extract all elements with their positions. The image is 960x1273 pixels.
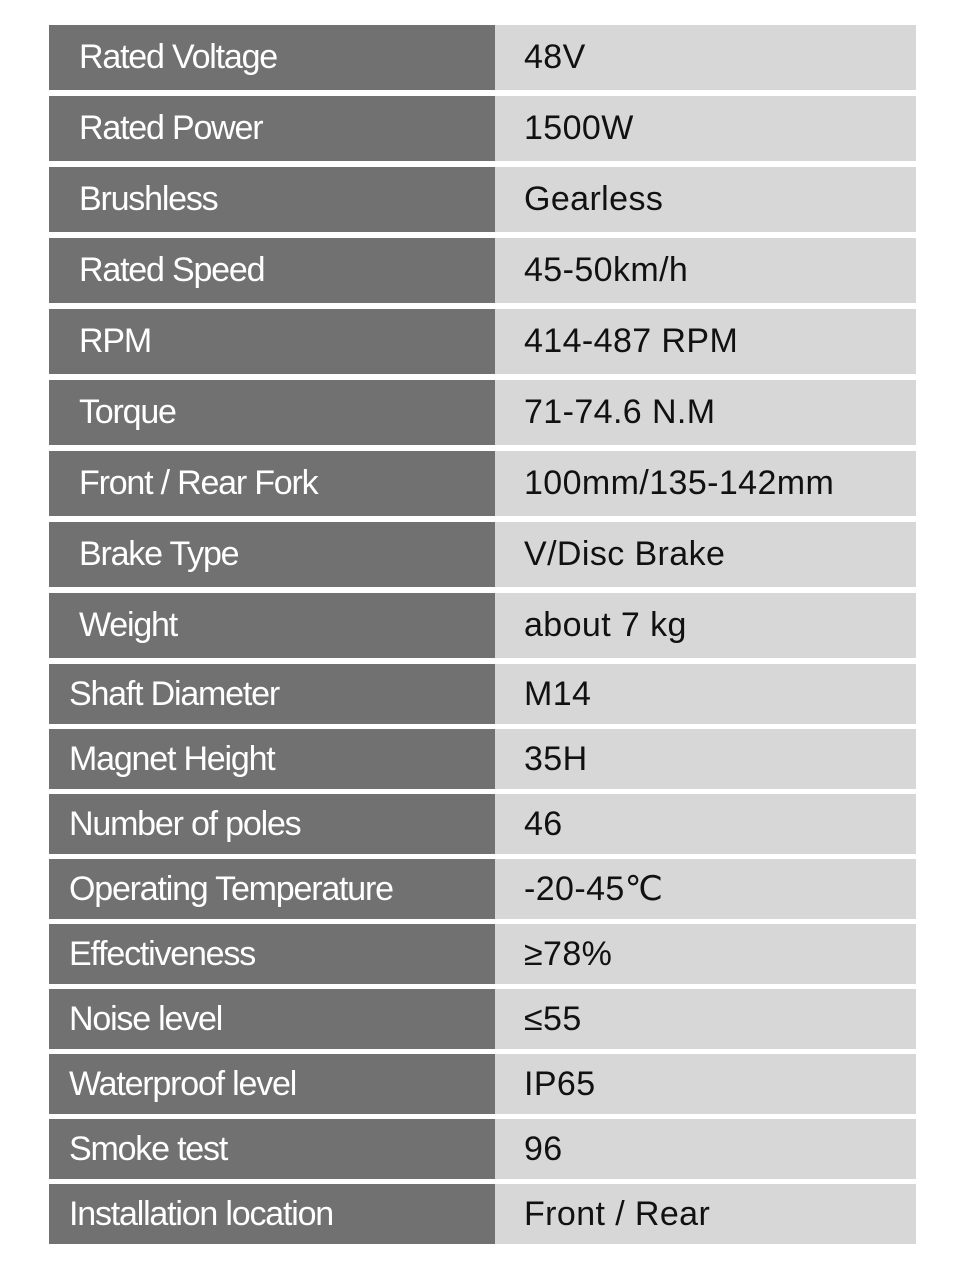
spec-label: Weight: [49, 593, 495, 658]
spec-label: Waterproof level: [49, 1054, 495, 1114]
spec-label: Rated Power: [49, 96, 495, 161]
spec-row: [49, 593, 916, 658]
spec-value: 48V: [495, 25, 916, 90]
spec-value: 414-487 RPM: [495, 309, 916, 374]
spec-row: [49, 924, 916, 984]
spec-row: [49, 664, 916, 724]
spec-row: [49, 522, 916, 587]
spec-row: [49, 167, 916, 232]
spec-label: Effectiveness: [49, 924, 495, 984]
spec-label: Noise level: [49, 989, 495, 1049]
spec-label: Rated Speed: [49, 238, 495, 303]
spec-value: 1500W: [495, 96, 916, 161]
spec-value: -20-45℃: [495, 859, 916, 919]
spec-value: 71-74.6 N.M: [495, 380, 916, 445]
spec-row: [49, 794, 916, 854]
spec-label: Smoke test: [49, 1119, 495, 1179]
spec-row: [49, 729, 916, 789]
spec-value: V/Disc Brake: [495, 522, 916, 587]
spec-label: Torque: [49, 380, 495, 445]
spec-label: Number of poles: [49, 794, 495, 854]
spec-row: [49, 380, 916, 445]
spec-label: RPM: [49, 309, 495, 374]
spec-label: Brushless: [49, 167, 495, 232]
spec-value: ≤55: [495, 989, 916, 1049]
spec-label: Operating Temperature: [49, 859, 495, 919]
spec-value: Front / Rear: [495, 1184, 916, 1244]
spec-value: about 7 kg: [495, 593, 916, 658]
spec-value: IP65: [495, 1054, 916, 1114]
spec-label: Shaft Diameter: [49, 664, 495, 724]
spec-table: [49, 25, 916, 1249]
spec-value: 96: [495, 1119, 916, 1179]
spec-row: [49, 96, 916, 161]
spec-value: M14: [495, 664, 916, 724]
spec-row: [49, 25, 916, 90]
spec-row: [49, 1184, 916, 1244]
spec-label: Rated Voltage: [49, 25, 495, 90]
spec-value: 35H: [495, 729, 916, 789]
spec-row: [49, 989, 916, 1049]
spec-label: Front / Rear Fork: [49, 451, 495, 516]
spec-row: [49, 309, 916, 374]
spec-group-motor: [49, 25, 916, 658]
spec-row: [49, 859, 916, 919]
spec-value: ≥78%: [495, 924, 916, 984]
spec-value: 46: [495, 794, 916, 854]
spec-row: [49, 238, 916, 303]
spec-row: [49, 1054, 916, 1114]
spec-row: [49, 1119, 916, 1179]
spec-group-details: [49, 664, 916, 1244]
spec-value: Gearless: [495, 167, 916, 232]
spec-row: [49, 451, 916, 516]
spec-label: Installation location: [49, 1184, 495, 1244]
spec-label: Magnet Height: [49, 729, 495, 789]
spec-value: 100mm/135-142mm: [495, 451, 916, 516]
spec-value: 45-50km/h: [495, 238, 916, 303]
spec-label: Brake Type: [49, 522, 495, 587]
